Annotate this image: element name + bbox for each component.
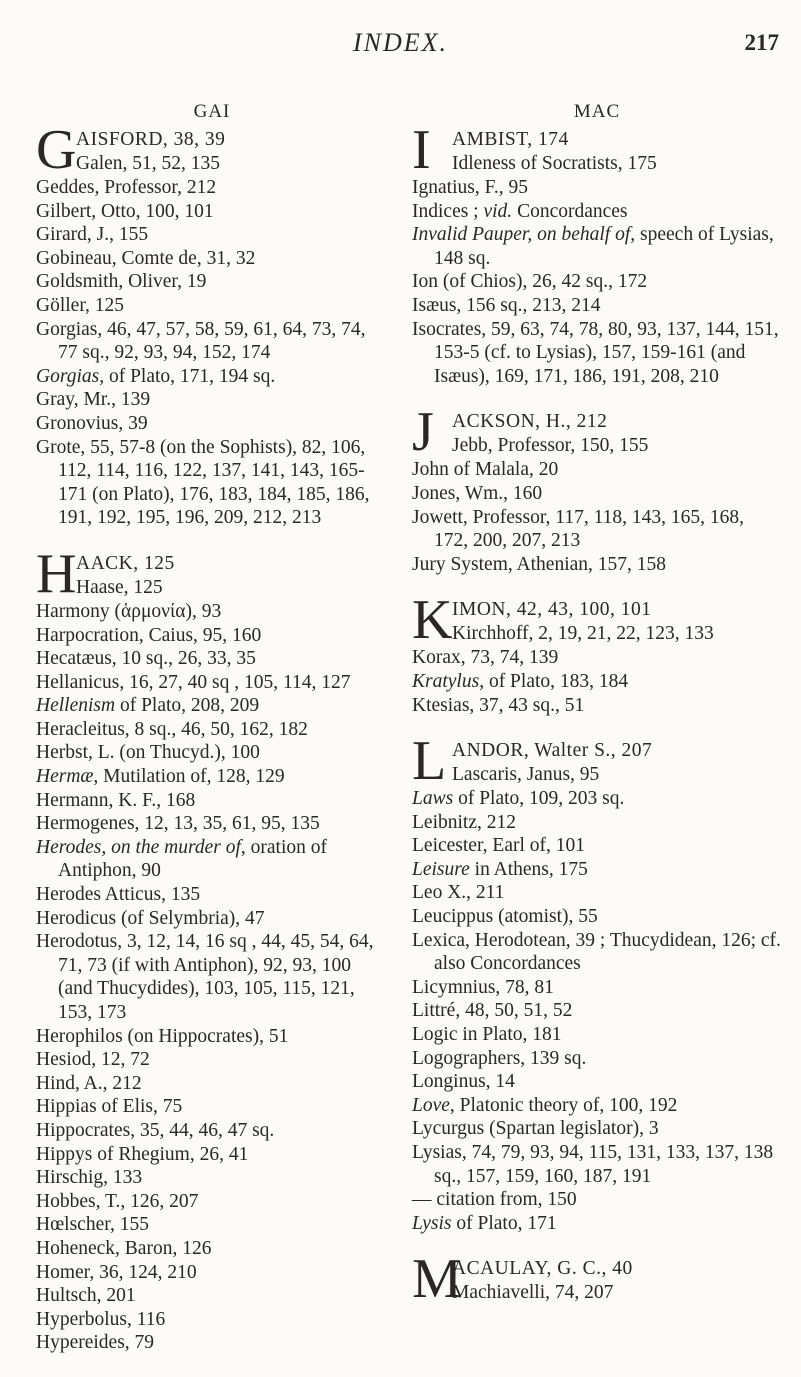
section-lead [412,589,782,652]
index-entry: Ion (of Chios), 26, 42 sq., 172 [412,271,648,293]
entry-text: , of Plato, 183, 184 [479,670,629,692]
index-entry: Littré, 48, 50, 51, 52 [412,1000,573,1022]
section-lead [36,119,388,181]
index-entry: Homer, 36, 124, 210 [36,1261,197,1283]
index-entry: Logic in Plato, 181 [412,1024,562,1046]
index-entry: Hœlscher, 155 [36,1214,149,1236]
entry-text: , speech of Lysias, 148 sq. [434,224,774,269]
index-entry: Harmony (ἁρμονία), 93 [36,600,222,622]
lead-entry: ANDOR, Walter S., 207 [452,740,653,762]
lead-entry: Kirchhoff, 2, 19, 21, 22, 123, 133 [452,622,714,644]
index-entry: Jowett, Professor, 117, 118, 143, 165, 168, 172, 200, 207, 213 [412,506,744,552]
index-entry [412,1094,782,1118]
index-entry: Hyperbolus, 116 [36,1308,166,1330]
lead-entry: Machiavelli, 74, 207 [452,1281,614,1303]
index-entry: Göller, 125 [36,294,125,316]
drop-initial: J [412,401,434,464]
index-entry: Girard, J., 155 [36,224,149,246]
index-entry: Lycurgus (Spartan legislator), 3 [412,1118,659,1140]
index-entry [36,365,388,389]
index-entry: Lysias, 74, 79, 93, 94, 115, 131, 133, 137, 138 sq., 157, 159, 160, 187, 191 [412,1142,774,1187]
entry-text: , Mutilation of, 128, 129 [93,766,285,788]
index-entry: Gray, Mr., 139 [36,389,151,411]
index-entry: Heracleitus, 8 sq., 46, 50, 162, 182 [36,718,308,740]
entry-text: , of Plato, 171, 194 sq. [99,365,276,387]
lead-entry: Galen, 51, 52, 135 [76,152,221,174]
drop-initial: G [36,119,77,181]
index-entry: Hobbes, T., 126, 207 [36,1190,199,1212]
italic-title: vid. [483,200,513,222]
index-entry [36,765,388,789]
index-entry: Hind, A., 212 [36,1072,142,1094]
index-entry: Herodicus (of Selymbria), 47 [36,907,265,929]
lead-entry: IMON, 42, 43, 100, 101 [452,599,652,621]
index-entry [412,670,782,694]
index-entry: Hermann, K. F., 168 [36,789,196,811]
index-entry: Hultsch, 201 [36,1285,136,1307]
index-section-k [412,589,782,717]
lead-entry: AACK, 125 [76,552,175,574]
index-entry: Jury System, Athenian, 157, 158 [412,553,667,575]
index-entry: Ktesias, 37, 43 sq., 51 [412,694,585,716]
section-lead [412,401,782,464]
italic-title: Invalid Pauper, on behalf of [412,224,631,246]
running-title: INDEX. [352,28,449,57]
index-entry: Leucippus (atomist), 55 [412,906,598,928]
index-section-j [412,401,782,576]
entry-text: Indices ; [412,200,484,222]
index-entry: Gobineau, Comte de, 31, 32 [36,247,256,269]
lead-entry: AISFORD, 38, 39 [76,129,226,150]
index-section-g [36,119,388,530]
index-entry: Hecatæus, 10 sq., 26, 33, 35 [36,648,256,670]
index-entry: Longinus, 14 [412,1071,515,1093]
index-entry: Hesiod, 12, 72 [36,1049,150,1071]
index-entry: Hippias of Elis, 75 [36,1096,183,1118]
section-lead [412,119,782,181]
entry-text: of Plato, 171 [451,1212,557,1234]
entry-text: , Platonic theory of, 100, 192 [449,1094,678,1116]
index-entry: Isæus, 156 sq., 213, 214 [412,294,601,316]
index-entry [412,787,782,811]
index-entry: Hoheneck, Baron, 126 [36,1237,212,1259]
index-section-i [412,119,782,388]
index-entry: Hellanicus, 16, 27, 40 sq , 105, 114, 127 [36,671,351,693]
index-entry: Jones, Wm., 160 [412,482,543,504]
index-entry: Leibnitz, 212 [412,811,516,833]
lead-entry: AMBIST, 174 [452,129,569,150]
index-entry: Hippys of Rhegium, 26, 41 [36,1143,249,1165]
index-entry: Gorgias, 46, 47, 57, 58, 59, 61, 64, 73, 74, 77 sq., 92, 93, 94, 152, 174 [36,318,366,364]
index-section-l [412,730,782,1235]
lead-entry: Jebb, Professor, 150, 155 [452,434,649,456]
page-header [0,28,801,68]
lead-entry: ACKSON, H., 212 [452,411,608,433]
italic-title: Gorgias [36,365,100,387]
lead-entry: ACAULAY, G. C., 40 [452,1258,633,1280]
entry-text: of Plato, 208, 209 [115,695,260,717]
drop-initial: I [412,119,431,181]
index-entry: Isocrates, 59, 63, 74, 78, 80, 93, 137, 144, 151, 153-5 (cf. to Lysias), 157, 159-161 (and Isæus), 169, 171, 186, 191, 208, 210 [412,318,779,387]
index-entry: Herodotus, 3, 12, 14, 16 sq , 44, 45, 54, 64, 71, 73 (if with Antiphon), 92, 93, 100 (and Thucydides), 103, 105, 115, 121, 153, 173 [36,931,374,1023]
index-entry [412,1212,782,1236]
lead-entry: Lascaris, Janus, 95 [452,763,600,785]
index-entry [412,223,782,270]
lead-entry: Haase, 125 [76,576,163,598]
left-column [36,100,388,1377]
index-entry: Licymnius, 78, 81 [412,976,554,998]
drop-initial: H [36,542,77,605]
italic-title: Lysis [412,1212,452,1234]
index-entry [412,200,782,224]
index-entry: Harpocration, Caius, 95, 160 [36,624,262,646]
index-entry: Lexica, Herodotean, 39 ; Thucydidean, 126; cf. also Concordances [412,929,781,975]
entry-text: , oration of Antiphon, 90 [58,836,328,882]
italic-title: Hellenism [36,695,116,717]
index-entry: Grote, 55, 57-8 (on the Sophists), 82, 106, 112, 114, 116, 122, 137, 141, 143, 165-171 (on Plato), 176, 183, 184, 185, 186, 191, 192, 195, 196, 209, 212, 213 [36,436,370,529]
index-entry [36,694,388,718]
lead-entry: Idleness of Socratists, 175 [452,152,657,174]
index-entry: John of Malala, 20 [412,459,559,481]
index-entry: Logographers, 139 sq. [412,1047,587,1069]
index-entry: Herophilos (on Hippocrates), 51 [36,1025,289,1047]
index-entry: Korax, 73, 74, 139 [412,647,559,669]
index-entry [412,858,782,882]
italic-title: Leisure [412,858,470,880]
entry-text: Concordances [512,200,628,222]
catchword-right: MAC [573,101,621,122]
index-entry: Hippocrates, 35, 44, 46, 47 sq. [36,1119,275,1141]
section-lead [36,542,388,605]
index-entry: — citation from, 150 [412,1189,577,1211]
section-lead [412,730,782,793]
index-entry: Leo X., 211 [412,882,505,904]
entry-text: in Athens, 175 [469,858,588,880]
italic-title: Kratylus [412,670,480,692]
drop-initial: K [412,589,453,652]
index-entry: Herbst, L. (on Thucyd.), 100 [36,742,260,764]
drop-initial: L [412,730,447,793]
index-entry: Geddes, Professor, 212 [36,177,217,198]
index-entry: Gronovius, 39 [36,412,148,434]
drop-initial: M [412,1248,462,1311]
italic-title: Hermæ [36,766,94,788]
section-lead [412,1248,782,1311]
right-column [412,100,782,1327]
index-entry: Hermogenes, 12, 13, 35, 61, 95, 135 [36,813,320,835]
index-entry: Herodes Atticus, 135 [36,884,201,906]
index-section-m [412,1248,782,1311]
index-entry: Goldsmith, Oliver, 19 [36,271,207,293]
index-section-h [36,542,388,1355]
index-entry: Ignatius, F., 95 [412,177,528,198]
index-entry: Hirschig, 133 [36,1167,143,1189]
italic-title: Laws [412,788,454,810]
catchword-left: GAI [193,101,231,122]
index-entry: Hypereides, 79 [36,1332,155,1354]
index-entry: Leicester, Earl of, 101 [412,835,586,857]
index-entry: Gilbert, Otto, 100, 101 [36,200,214,222]
page-number: 217 [744,30,779,55]
entry-text: of Plato, 109, 203 sq. [453,788,625,810]
italic-title: Love [412,1094,450,1116]
italic-title: Herodes, on the murder of [36,836,241,858]
index-entry [36,836,388,883]
